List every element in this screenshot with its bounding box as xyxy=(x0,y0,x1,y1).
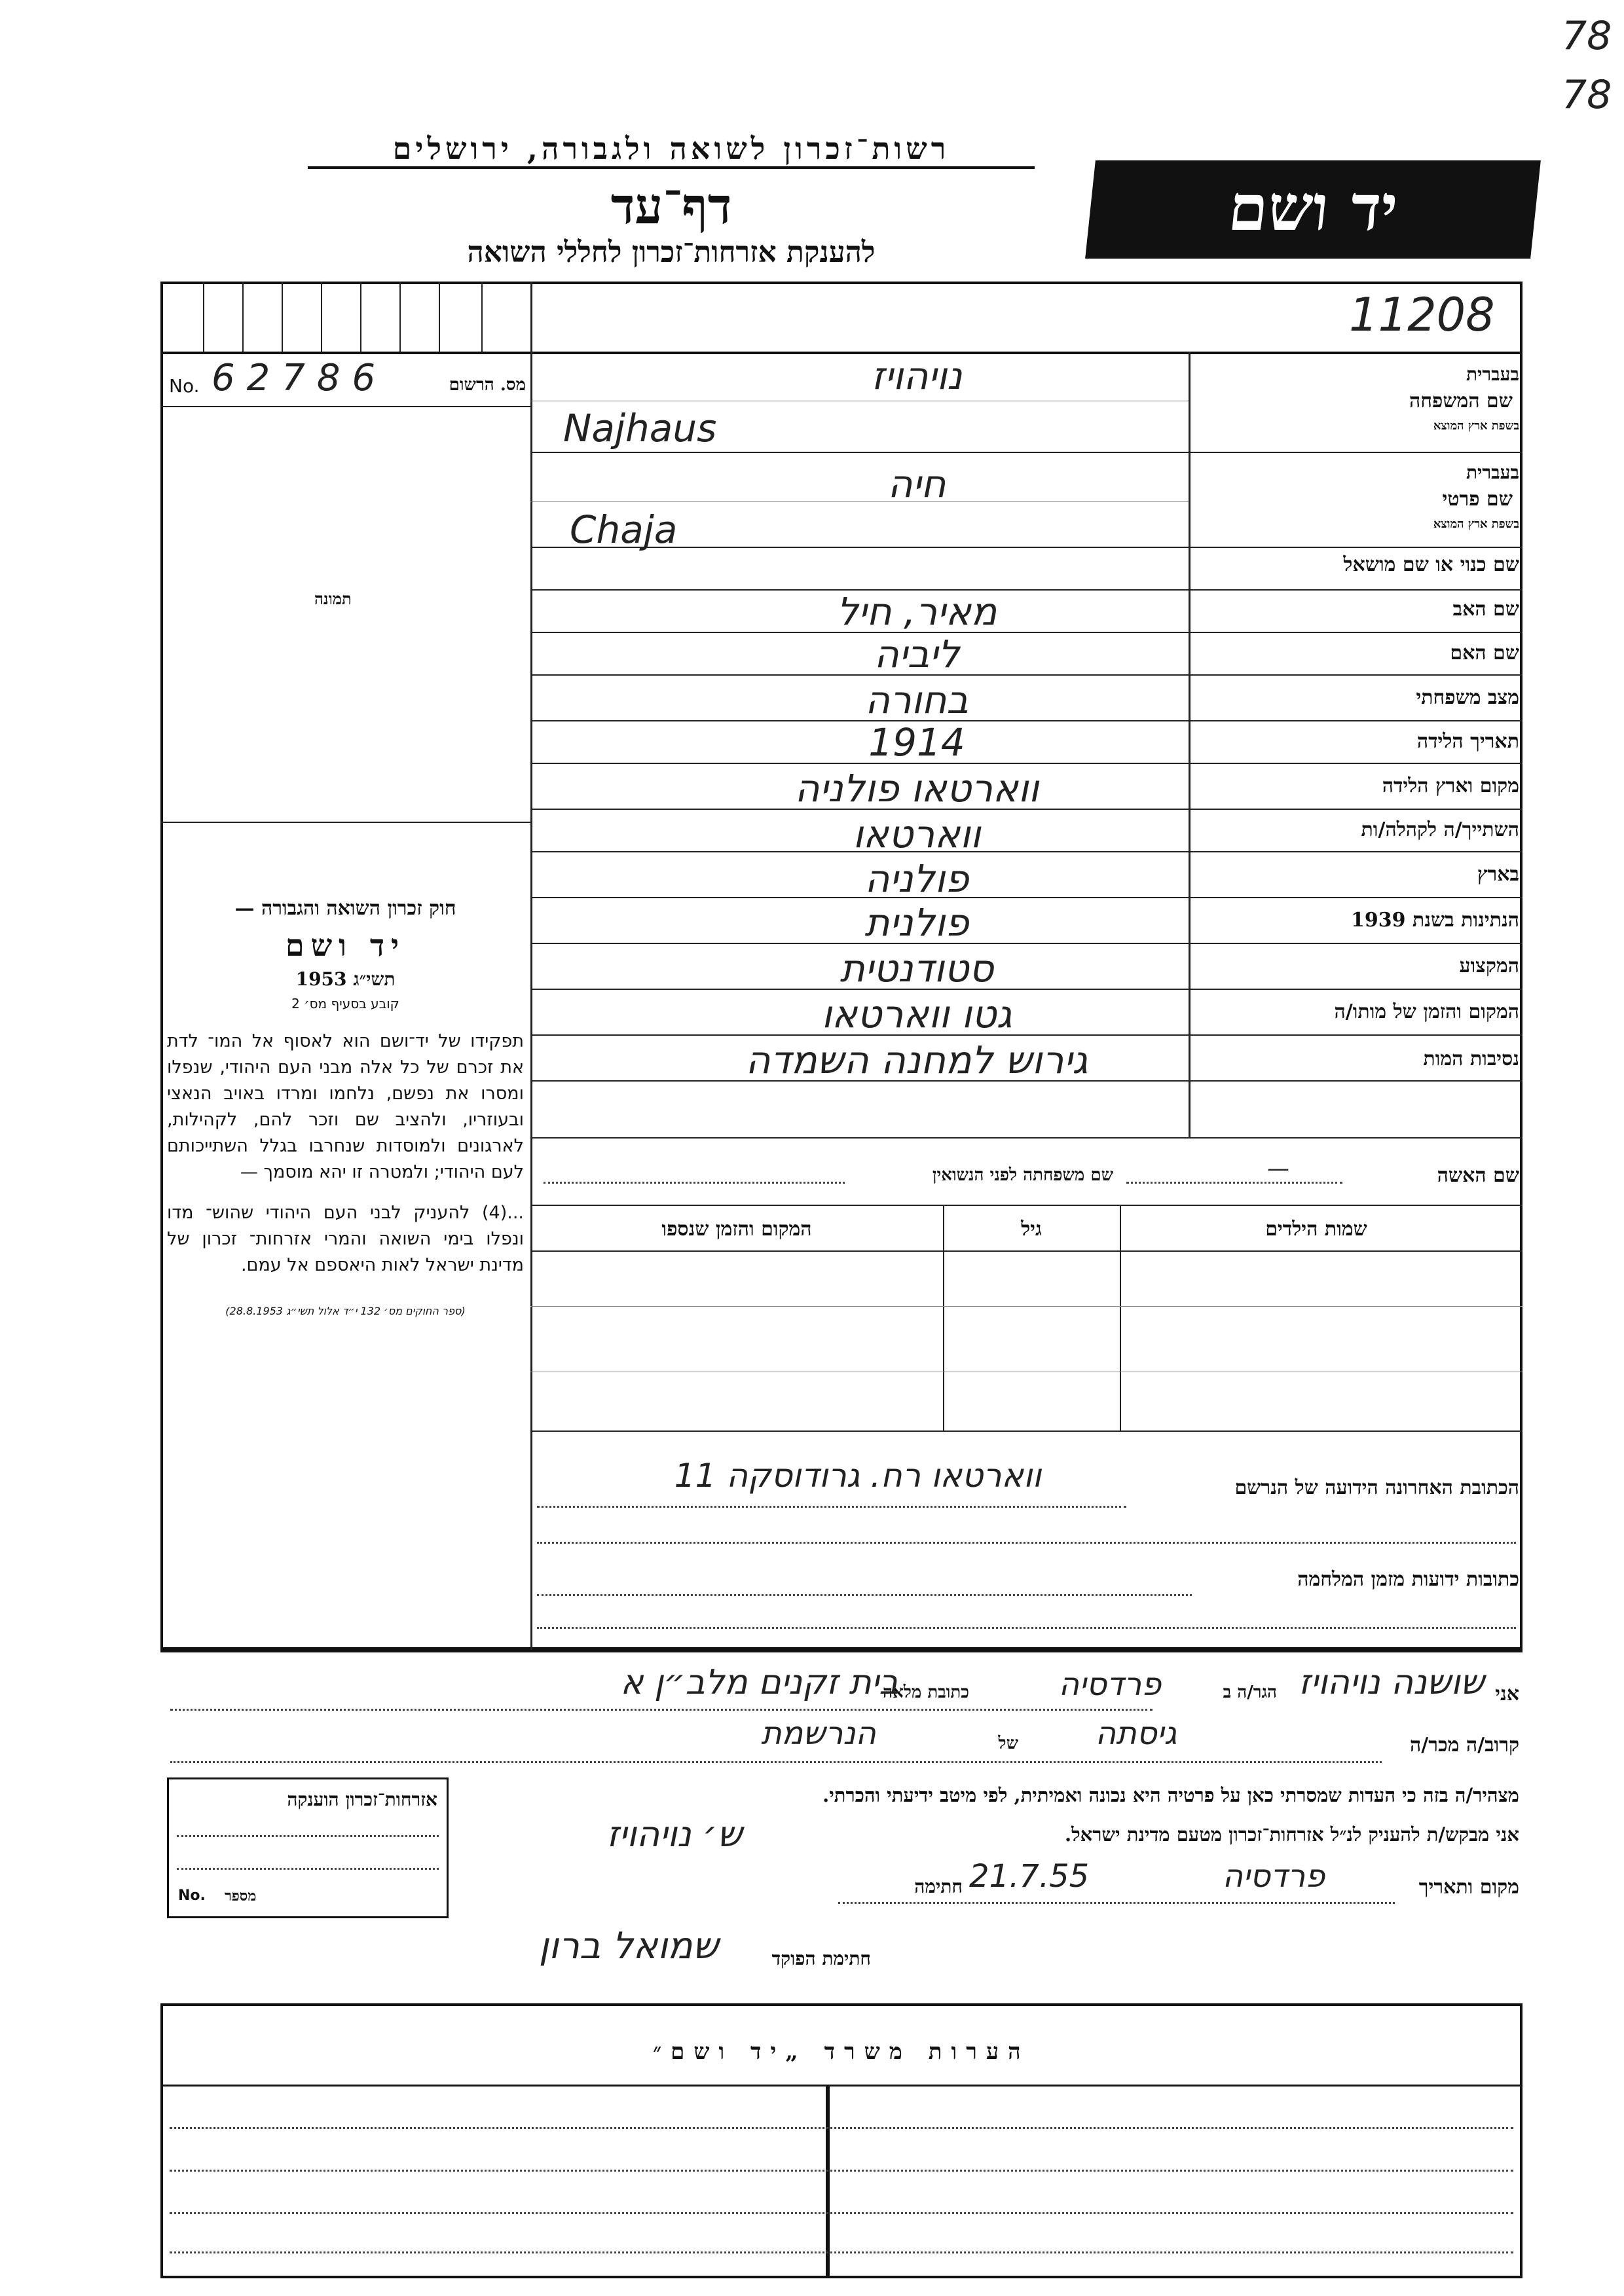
logo-text: יד ושם xyxy=(1225,171,1401,245)
marital-status-label: מצב משפחתי xyxy=(1416,686,1519,709)
last-address-label: הכתובת האחרונה הידועה של הנרשם xyxy=(1234,1476,1519,1499)
law-title: חוק זכרון השואה והגבורה — xyxy=(234,897,456,920)
spouse-maiden-label: שם משפחתה לפני הנשואין xyxy=(932,1165,1113,1185)
office-notes-box xyxy=(160,2003,1522,2278)
mother-name-label: שם האם xyxy=(1450,642,1519,665)
death-circumstances-value: גירוש למחנה השמדה xyxy=(745,1038,1088,1082)
family-name-origin-value: Najhaus xyxy=(563,406,717,450)
first-name-label: שם פרטי xyxy=(1442,488,1513,511)
form-subtitle: להענקת אזרחות־זכרון לחללי השואה xyxy=(467,236,876,269)
law-name: יד ושם xyxy=(285,928,406,963)
corner-number-bottom: 78 xyxy=(1562,72,1612,118)
community-value: ווארטאו xyxy=(853,812,981,856)
declaration-line-2: אני מבקש/ת להעניק לנ״ל אזרחות־זכרון מטעם מדינת ישראל. xyxy=(1065,1823,1519,1846)
full-address-value: בית זקנים מלב״ן א xyxy=(620,1663,899,1702)
alias-label: שם כנוי או שם מושאל xyxy=(1343,553,1519,576)
marital-status-value: בחורה xyxy=(865,678,969,722)
yad-vashem-logo xyxy=(1085,160,1541,259)
family-name-sub-origin: בשפת ארץ המוצא xyxy=(1433,419,1519,433)
law-clause: קובע בסעיף מס׳ 2 xyxy=(291,996,399,1011)
corner-number-top: 78 xyxy=(1562,13,1612,59)
death-circumstances-label: נסיבות המות xyxy=(1423,1048,1519,1070)
family-name-label: שם המשפחה xyxy=(1409,390,1513,412)
country-value: פולניה xyxy=(864,856,969,901)
full-address-label: כתובת מלאה xyxy=(883,1683,969,1702)
children-row xyxy=(530,1306,1522,1307)
father-name-label: שם האב xyxy=(1452,598,1519,621)
place-date-label: מקום ותאריך xyxy=(1418,1876,1519,1899)
place-value: פרדסיה xyxy=(1222,1858,1325,1895)
of-label: של xyxy=(998,1734,1018,1753)
signature-label: חתימה xyxy=(914,1876,963,1897)
citizenship-granted-title: אזרחות־זכרון הוענקה xyxy=(287,1789,437,1810)
birth-date-label: תאריך הלידה xyxy=(1416,730,1519,753)
declarant-signature: ש׳ נויהויז xyxy=(606,1813,743,1855)
death-place-label: המקום והזמן של מותו/ה xyxy=(1334,1000,1519,1023)
spouse-value: — xyxy=(1267,1156,1289,1182)
country-label: בארץ xyxy=(1477,863,1519,886)
birth-place-value: ווארטאו פולניה xyxy=(794,766,1039,811)
citizenship-number-label: מספר xyxy=(225,1887,257,1904)
registration-label: מס. הרשום xyxy=(449,375,526,395)
law-box xyxy=(167,897,524,1317)
officer-signature: שמואל ברון xyxy=(538,1925,719,1967)
relative-value: גיסתה xyxy=(1095,1715,1177,1752)
father-name-value: מאיר, חיל xyxy=(836,589,997,634)
relative-label: קרוב/ה מכר/ה xyxy=(1410,1734,1519,1757)
first-name-origin-value: Chaja xyxy=(570,507,678,552)
citizenship-1939-label: הנתינות בשנת 1939 xyxy=(1350,909,1519,932)
law-year: תשי״ג 1953 xyxy=(295,968,396,990)
resident-label: הגר/ה ב xyxy=(1223,1683,1277,1702)
war-address-label: כתובות ידועות מזמן המלחמה xyxy=(1297,1568,1519,1591)
law-text-1: תפקידו של יד־ושם הוא לאסוף אל המו־ לדת את זכרם של כל אלה מבני העם היהודי, שנפלו ומסרו את נפשם, נלחמו ומרדו באויב הנאצי ובעוזריו, ולהציב שם וזכר להם, לקהילות, לארגונים ולמוסדות שנחרבו בגלל השתייכותם לעם היהודי; ולמטרה זו יהא מוסמך — xyxy=(167,1031,524,1182)
spouse-label: שם האשה xyxy=(1437,1164,1519,1187)
family-name-sub-hebrew: בעברית xyxy=(1466,363,1519,385)
community-label: השתייך/ה לקהלה/ות xyxy=(1361,818,1519,841)
children-names-header: שמות הילדים xyxy=(1265,1218,1367,1241)
citizenship-granted-box xyxy=(167,1777,449,1918)
first-name-sub-hebrew: בעברית xyxy=(1466,462,1519,483)
date-value: 21.7.55 xyxy=(969,1858,1090,1895)
of-value: הנרשמת xyxy=(761,1715,876,1752)
birth-date-value: 1914 xyxy=(868,720,965,765)
office-notes-title: הערות משרד „יד ושם״ xyxy=(653,2039,1030,2065)
first-name-hebrew-value: חיה xyxy=(887,462,946,506)
officer-signature-label: חתימת הפוקד xyxy=(771,1948,871,1969)
profession-label: המקצוע xyxy=(1459,955,1519,977)
authority-line: רשות־זכרון לשואה ולגבורה, ירושלים xyxy=(308,131,1035,169)
declarant-name: שושנה נויהויז xyxy=(1299,1663,1485,1702)
citizenship-number-prefix: No. xyxy=(178,1887,206,1904)
citizenship-1939-value: פולנית xyxy=(864,900,969,945)
first-name-sub-origin: בשפת ארץ המוצא xyxy=(1433,517,1519,531)
form-title: דף־עד xyxy=(610,177,732,235)
children-death-header: המקום והזמן שנספו xyxy=(661,1218,812,1241)
declaration-line-1: מצהיר/ה בזה כי העדות שמסרתי כאן על פרטיה היא נכונה ואמיתית, לפי מיטב ידיעתי והכרתי. xyxy=(822,1784,1519,1806)
law-text-2: ...(4) להעניק לבני העם היהודי שהוש־ מדו ונפלו בימי השואה והמרי אזרחות־ זכרון של מדינת ישראל לאות היאספם אל עמם. xyxy=(167,1203,524,1275)
registration-number: 62786 xyxy=(212,357,388,399)
children-age-header: גיל xyxy=(1021,1218,1042,1241)
i-label: אני xyxy=(1495,1683,1519,1705)
registration-row: No. 62786 מס. הרשום xyxy=(169,357,526,399)
photo-label: תמונה xyxy=(314,589,352,608)
family-name-hebrew-value: נויהויז xyxy=(871,354,963,398)
file-number: 11208 xyxy=(1349,288,1495,342)
birth-place-label: מקום וארץ הלידה xyxy=(1382,774,1519,797)
death-place-value: גטו ווארטאו xyxy=(821,992,1012,1036)
resident-value: פרדסיה xyxy=(1058,1666,1162,1703)
profession-value: סטודנטית xyxy=(840,946,994,991)
last-address-value: ווארטאו רח. גרודוסקה 11 xyxy=(674,1457,1042,1495)
mother-name-value: ליביה xyxy=(874,632,960,676)
law-citation: (ספר החוקים מס׳ 132 י״ד אלול תשי״ג 28.8.1953) xyxy=(225,1305,466,1317)
